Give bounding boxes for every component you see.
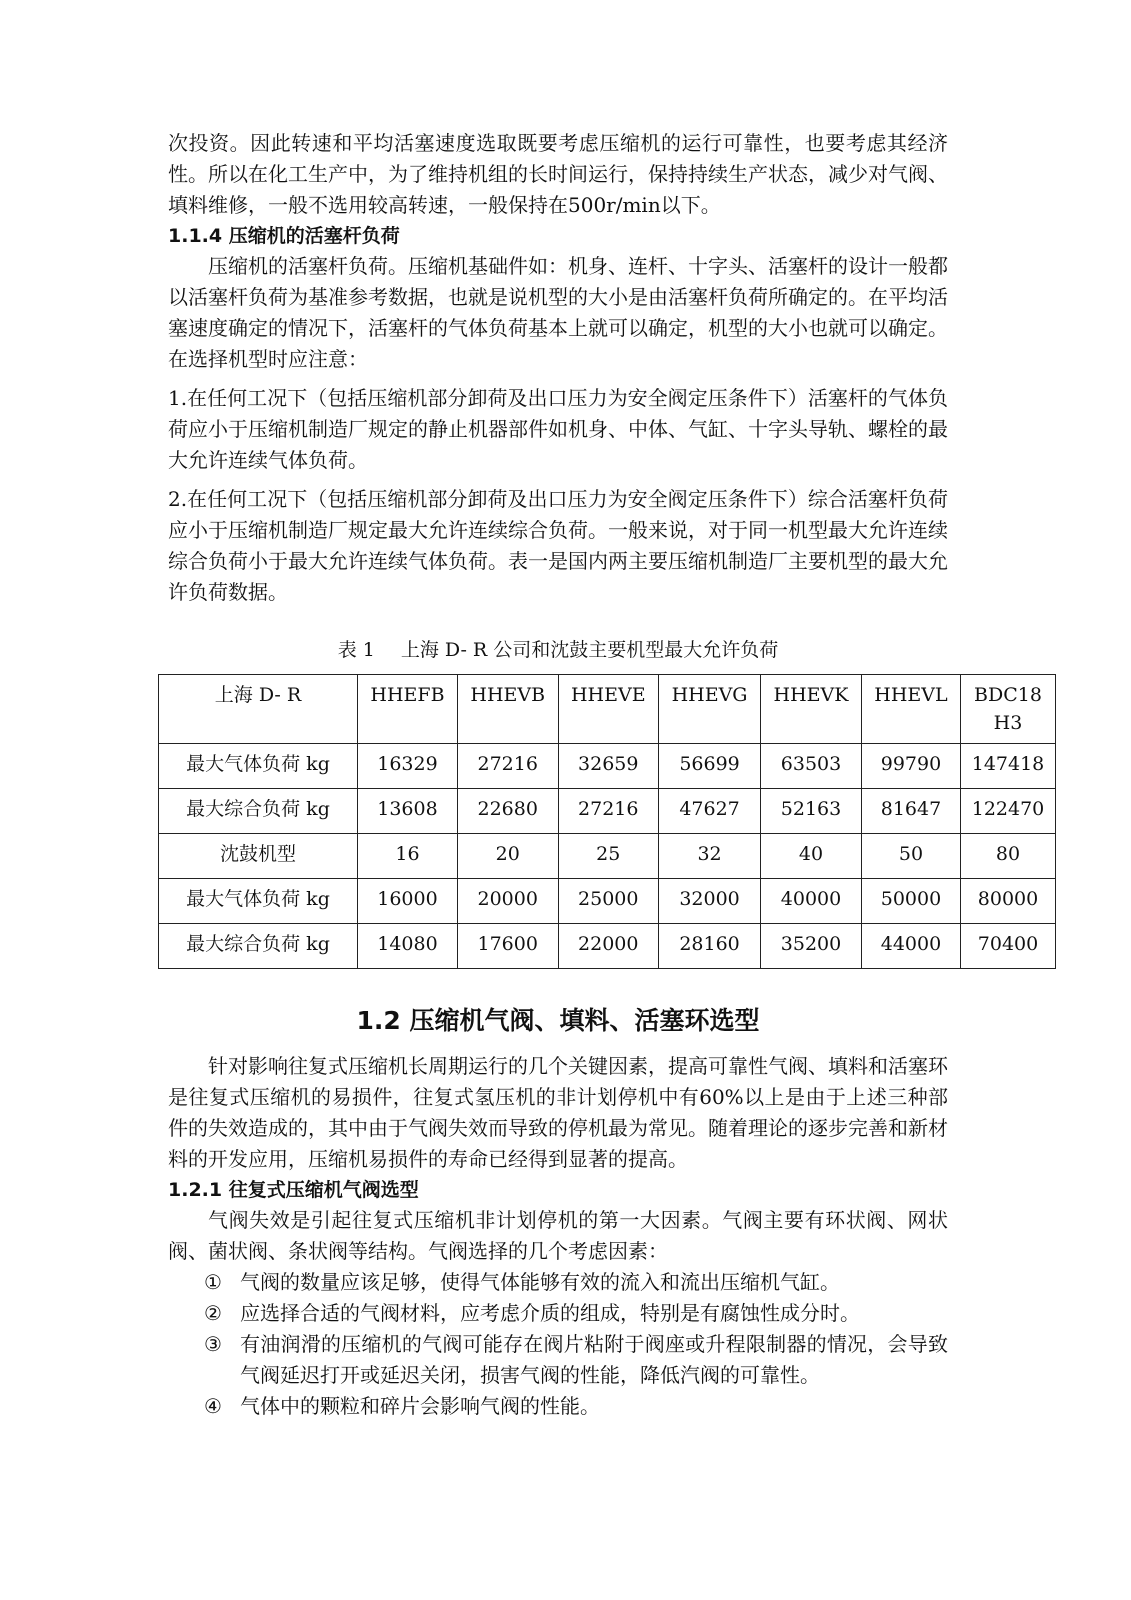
list-item <box>204 1298 948 1329</box>
list-text: 有油润滑的压缩机的气阀可能存在阀片粘附于阀座或升程限制器的情况，会导致气阀延迟打开或延迟关闭，损害气阀的性能，降低汽阀的可靠性。 <box>240 1332 948 1387</box>
section-1-1-4-heading: 1.1.4 压缩机的活塞杆负荷 <box>168 225 400 247</box>
table-row <box>159 924 1056 969</box>
max-load-table <box>158 674 1056 969</box>
table-cell: 沈鼓机型 <box>159 834 358 879</box>
table-cell: 40 <box>761 834 862 879</box>
section-1-2-heading: 1.2 压缩机气阀、填料、活塞环选型 <box>356 1006 760 1035</box>
table-cell: 50000 <box>861 879 960 924</box>
table-cell: 63503 <box>761 744 862 789</box>
table-row <box>159 744 1056 789</box>
table-cell: 56699 <box>659 744 761 789</box>
table-cell: 80000 <box>961 879 1056 924</box>
table-cell: 80 <box>961 834 1056 879</box>
requirement-item-1: 1.在任何工况下（包括压缩机部分卸荷及出口压力为安全阀定压条件下）活塞杆的气体负荷应小于压缩机制造厂规定的静止机器部件如机身、中体、气缸、十字头导轨、螺栓的最大允许连续气体负荷。 <box>168 386 948 472</box>
table-cell: HHEVB <box>457 675 558 744</box>
list-text: 气阀的数量应该足够，使得气体能够有效的流入和流出压缩机气缸。 <box>240 1270 840 1294</box>
table-cell: 81647 <box>861 789 960 834</box>
list-number: ② <box>204 1301 222 1325</box>
list-number: ④ <box>204 1394 222 1418</box>
table-cell: 99790 <box>861 744 960 789</box>
table-cell: HHEVL <box>861 675 960 744</box>
table-cell: 32000 <box>659 879 761 924</box>
table-cell: 22680 <box>457 789 558 834</box>
section-1-2-1-paragraph: 气阀失效是引起往复式压缩机非计划停机的第一大因素。气阀主要有环状阀、网状阀、菌状阀、条状阀等结构。气阀选择的几个考虑因素： <box>168 1208 948 1263</box>
table-cell: HHEFB <box>358 675 458 744</box>
table-cell: HHEVK <box>761 675 862 744</box>
table-row <box>159 879 1056 924</box>
table-row <box>159 834 1056 879</box>
table-cell: HHEVE <box>558 675 658 744</box>
intro-paragraph: 次投资。因此转速和平均活塞速度选取既要考虑压缩机的运行可靠性，也要考虑其经济性。所以在化工生产中，为了维持机组的长时间运行，保持持续生产状态，减少对气阀、填料维修，一般不选用较高转速，一般保持在500r/min以下。 <box>168 131 948 217</box>
list-text: 气体中的颗粒和碎片会影响气阀的性能。 <box>240 1394 600 1418</box>
table-cell: 最大气体负荷 kg <box>159 744 358 789</box>
section-1-2-1-heading: 1.2.1 往复式压缩机气阀选型 <box>168 1179 419 1201</box>
table-cell: 47627 <box>659 789 761 834</box>
table-row <box>159 675 1056 744</box>
table-cell: 13608 <box>358 789 458 834</box>
table-cell: 27216 <box>558 789 658 834</box>
document-page <box>168 128 1045 1422</box>
table-cell: 最大综合负荷 kg <box>159 789 358 834</box>
list-item <box>204 1329 948 1391</box>
list-item <box>204 1391 948 1422</box>
table-cell: 50 <box>861 834 960 879</box>
table-cell: HHEVG <box>659 675 761 744</box>
table-caption-label: 表 1 <box>337 639 375 661</box>
section-1-2-paragraph: 针对影响往复式压缩机长周期运行的几个关键因素，提高可靠性气阀、填料和活塞环是往复式压缩机的易损件，往复式氢压机的非计划停机中有60%以上是由于上述三种部件的失效造成的，其中由于气阀失效而导致的停机最为常见。随着理论的逐步完善和新材料的开发应用，压缩机易损件的寿命已经得到显著的提高。 <box>168 1054 948 1171</box>
table-caption-title: 上海 D- R 公司和沈鼓主要机型最大允许负荷 <box>400 639 779 661</box>
table-cell: 22000 <box>558 924 658 969</box>
table-cell: 25 <box>558 834 658 879</box>
list-number: ① <box>204 1270 222 1294</box>
table-cell: 20000 <box>457 879 558 924</box>
table-cell: 52163 <box>761 789 862 834</box>
section-1-1-4-paragraph: 压缩机的活塞杆负荷。压缩机基础件如：机身、连杆、十字头、活塞杆的设计一般都以活塞杆负荷为基准参考数据，也就是说机型的大小是由活塞杆负荷所确定的。在平均活塞速度确定的情况下，活塞杆的气体负荷基本上就可以确定，机型的大小也就可以确定。在选择机型时应注意： <box>168 254 948 371</box>
table-cell: 20 <box>457 834 558 879</box>
table-cell: 16 <box>358 834 458 879</box>
table-cell: 14080 <box>358 924 458 969</box>
requirement-item-2: 2.在任何工况下（包括压缩机部分卸荷及出口压力为安全阀定压条件下）综合活塞杆负荷应小于压缩机制造厂规定最大允许连续综合负荷。一般来说，对于同一机型最大允许连续综合负荷小于最大允许连续气体负荷。表一是国内两主要压缩机制造厂主要机型的最大允许负荷数据。 <box>168 487 948 604</box>
table-cell: 27216 <box>457 744 558 789</box>
table-cell: 44000 <box>861 924 960 969</box>
list-text: 应选择合适的气阀材料，应考虑介质的组成，特别是有腐蚀性成分时。 <box>240 1301 860 1325</box>
table-cell: 最大气体负荷 kg <box>159 879 358 924</box>
table-cell: 17600 <box>457 924 558 969</box>
table-cell: 35200 <box>761 924 862 969</box>
valve-factor-list <box>204 1267 948 1422</box>
table-cell: 16000 <box>358 879 458 924</box>
table-cell: 32659 <box>558 744 658 789</box>
table-caption <box>168 636 948 664</box>
table-cell: 25000 <box>558 879 658 924</box>
table-cell: 最大综合负荷 kg <box>159 924 358 969</box>
list-item <box>204 1267 948 1298</box>
table-cell: 28160 <box>659 924 761 969</box>
list-number: ③ <box>204 1332 222 1356</box>
table-cell: 16329 <box>358 744 458 789</box>
table-row <box>159 789 1056 834</box>
table-cell: 122470 <box>961 789 1056 834</box>
table-cell: 上海 D- R <box>159 675 358 744</box>
table-cell: 40000 <box>761 879 862 924</box>
table-cell: 32 <box>659 834 761 879</box>
table-cell: 70400 <box>961 924 1056 969</box>
table-cell: 147418 <box>961 744 1056 789</box>
table-cell: BDC18 H3 <box>961 675 1056 744</box>
